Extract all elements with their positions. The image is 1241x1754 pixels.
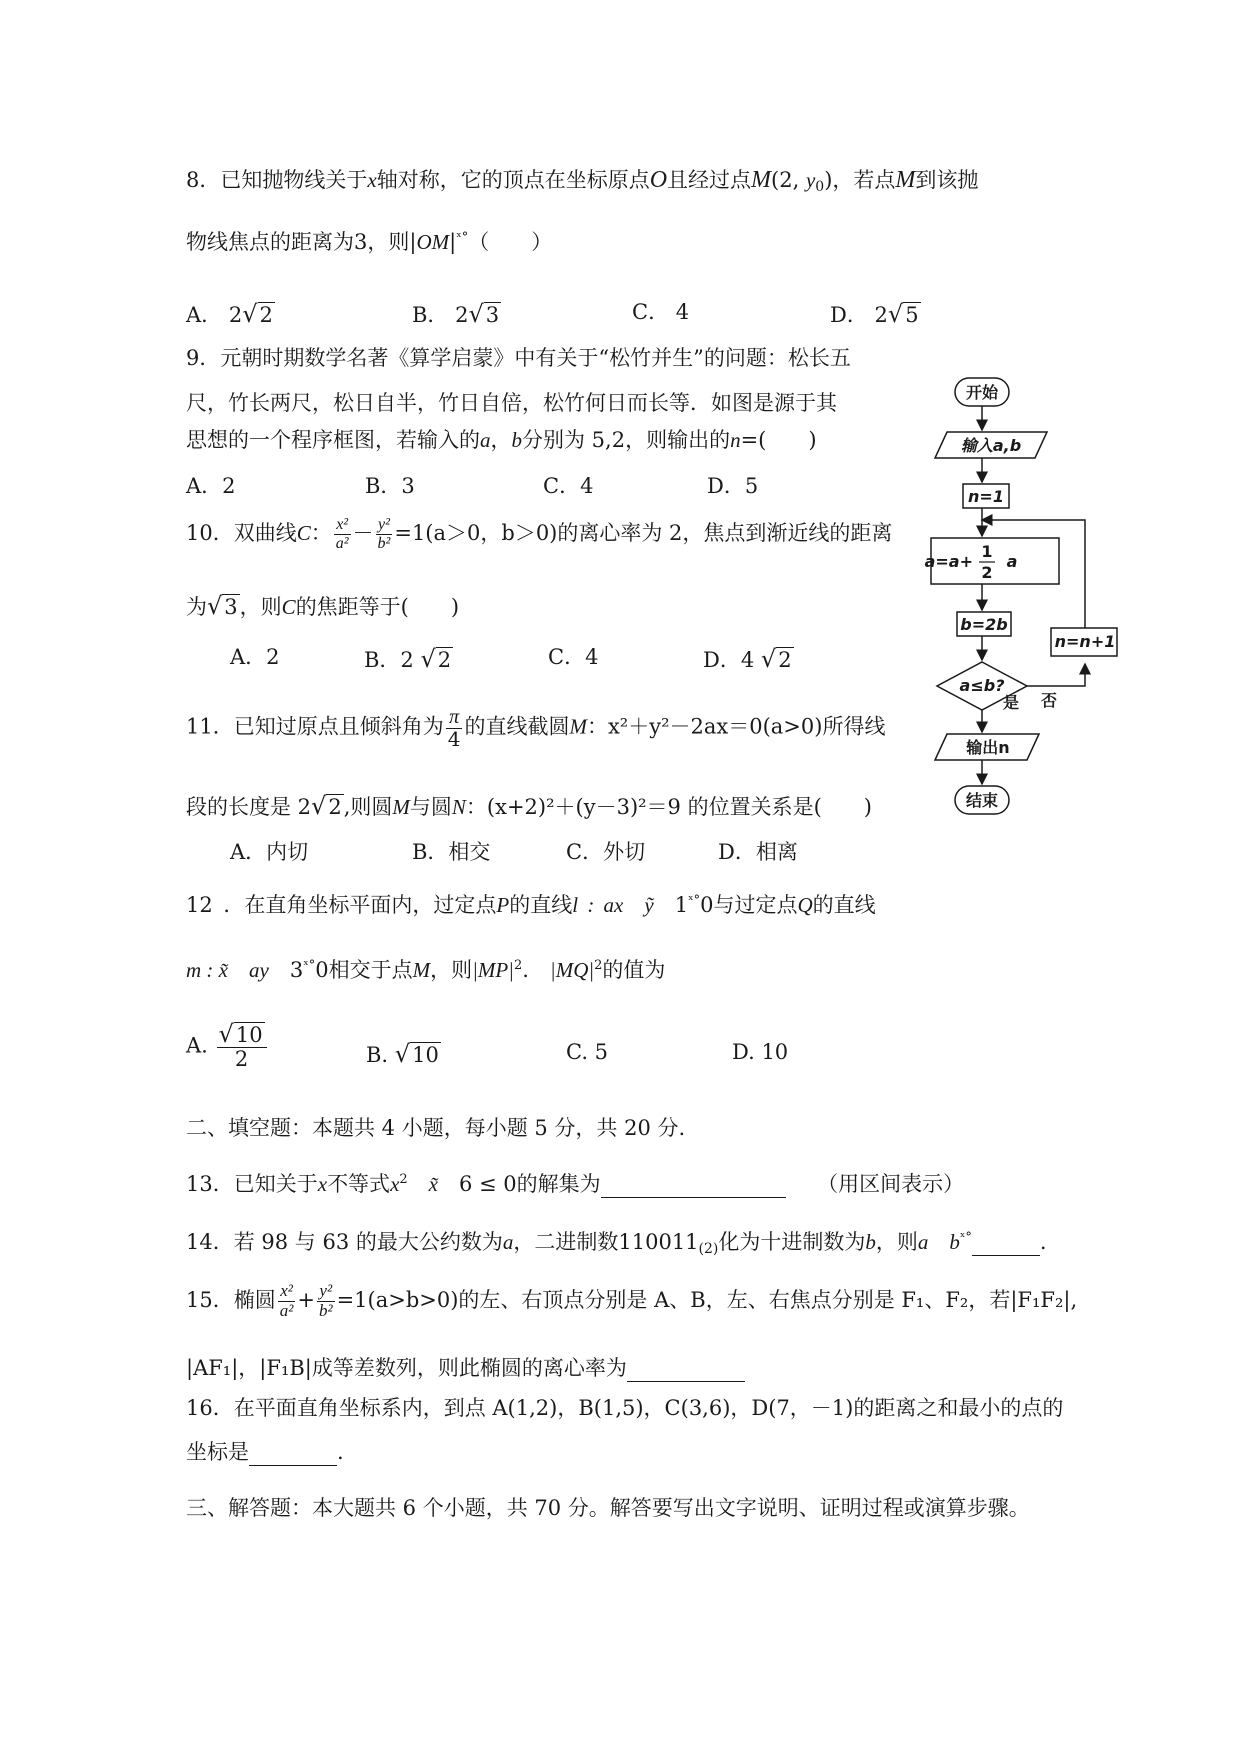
- q14-line: 14．若 98 与 63 的最大公约数为a，二进制数$110011_{(2)}$化为十进制数为b，则a $b^{ˣ^\circ}$ .: [186, 1230, 1047, 1257]
- section-2-heading: 二、填空题：本题共 4 小题，每小题 5 分，共 20 分.: [186, 1116, 686, 1140]
- q10-line1: 10．双曲线C： $\frac{\text{x²}}{\text{a²}}$ － $\frac{\text{y²}}{\text{b²}}$ =1(a＞0，b＞0)的离心率为 2，焦点到渐近线的距离: [186, 516, 893, 552]
- q10-line2: 为√3，则C的焦距等于( ): [186, 592, 460, 620]
- q10-option-d: D．4 √2: [703, 645, 792, 673]
- q12-option-c: C. 5: [566, 1040, 609, 1064]
- q14-answer-blank[interactable]: [972, 1230, 1040, 1256]
- section-3-heading: 三、解答题：本大题共 6 个小题，共 70 分。解答要写出文字说明、证明过程或演算步骤。: [186, 1496, 1030, 1520]
- q15-line1: 15．椭圆 $\frac{\text{x²}}{\text{a²}}$ + $\frac{\text{y²}}{\text{b²}}$ =1(a>b>0)的左、右顶点分别是 A、B，左、右焦点分别是 F₁、F₂，若|F₁F₂|,: [186, 1281, 1078, 1320]
- svg-text:结束: 结束: [965, 791, 999, 810]
- q8-option-d: D． 2√5: [830, 300, 919, 328]
- q13-line: 13．已知关于x不等式$x^2$ x̃ 6 ≤ 0的解集为 （用区间表示）: [186, 1172, 964, 1198]
- q9-option-b: B．3: [365, 474, 415, 498]
- q9-option-d: D．5: [707, 474, 759, 498]
- q8-option-c: C． 4: [632, 300, 690, 324]
- svg-text:是: 是: [1002, 693, 1020, 712]
- q13-answer-blank[interactable]: [601, 1172, 786, 1198]
- q12-option-b: B. √10: [366, 1040, 439, 1068]
- q12-option-d: D. 10: [732, 1040, 789, 1064]
- q15-answer-blank[interactable]: [627, 1356, 745, 1382]
- q12-option-a: A. $\frac{√10}{2}$: [186, 1022, 269, 1070]
- svg-text:b=2b: b=2b: [960, 615, 1008, 634]
- q9-option-c: C．4: [543, 474, 594, 498]
- svg-text:n=1: n=1: [968, 487, 1004, 506]
- svg-text:否: 否: [1040, 691, 1058, 710]
- q10-option-c: C．4: [548, 645, 599, 669]
- q8-line1: 8．已知抛物线关于x轴对称，它的顶点在坐标原点O且经过点M(2, $y_0$)，若点M到该抛: [186, 167, 979, 195]
- q11-line1: 11．已知过原点且倾斜角为 $\frac{\pi}{4}$ 的直线截圆M：x²＋y²－2ax＝0(a>0)所得线: [186, 706, 886, 751]
- q10-option-b: B．2 √2: [364, 645, 452, 673]
- svg-text:1: 1: [981, 542, 993, 561]
- q11-option-b: B．相交: [412, 840, 491, 864]
- svg-text:a: a: [1006, 552, 1018, 571]
- q12-line2: m : x̃ ay $3^{ˣ^\circ}0$相交于点M，则$|MP|^2$. $|MQ|^2$的值为: [186, 958, 666, 982]
- q8-option-b: B． 2√3: [412, 300, 500, 328]
- svg-text:n=n+1: n=n+1: [1054, 632, 1116, 651]
- svg-text:开始: 开始: [965, 383, 999, 402]
- q16-answer-blank[interactable]: [249, 1440, 337, 1466]
- q9-line1: 9．元朝时期数学名著《算学启蒙》中有关于“松竹并生”的问题：松长五: [186, 346, 851, 370]
- q11-option-c: C．外切: [566, 840, 646, 864]
- q11-line2: 段的长度是 2√2,则圆M与圆N：(x+2)²＋(y－3)²＝9 的位置关系是( ): [186, 792, 872, 820]
- q12-line1: 12 ．在直角坐标平面内，过定点P的直线l : ax ỹ $1^{ˣ^\circ}0$与过定点Q的直线: [186, 893, 876, 917]
- q11-option-a: A．内切: [230, 840, 309, 864]
- q8-option-a: A． 2√2: [186, 300, 273, 328]
- svg-text:输入a,b: 输入a,b: [960, 436, 1022, 455]
- q11-option-d: D．相离: [718, 840, 798, 864]
- svg-text:a=a+: a=a+: [924, 552, 973, 571]
- flowchart: [915, 370, 1135, 820]
- q10-option-a: A．2: [230, 645, 280, 669]
- svg-text:a≤b?: a≤b?: [959, 676, 1005, 695]
- q9-option-a: A．2: [186, 474, 236, 498]
- svg-text:2: 2: [981, 563, 993, 582]
- svg-text:输出n: 输出n: [966, 738, 1010, 757]
- q9-line2: 尺，竹长两尺，松日自半，竹日自倍，松竹何日而长等．如图是源于其: [186, 391, 837, 415]
- q16-line1: 16．在平面直角坐标系内，到点 A(1,2)，B(1,5)，C(3,6)，D(7，－1)的距离之和最小的点的: [186, 1396, 1064, 1420]
- q9-line3: 思想的一个程序框图，若输入的a，b分别为 5,2，则输出的n=( ): [186, 428, 817, 452]
- q15-line2: |AF₁|，|F₁B|成等差数列，则此椭圆的离心率为: [186, 1356, 745, 1382]
- q16-line2: 坐标是 .: [186, 1440, 344, 1466]
- q8-line2: 物线焦点的距离为3，则$|OM|^{ˣ^\circ}$（ ）: [186, 230, 553, 254]
